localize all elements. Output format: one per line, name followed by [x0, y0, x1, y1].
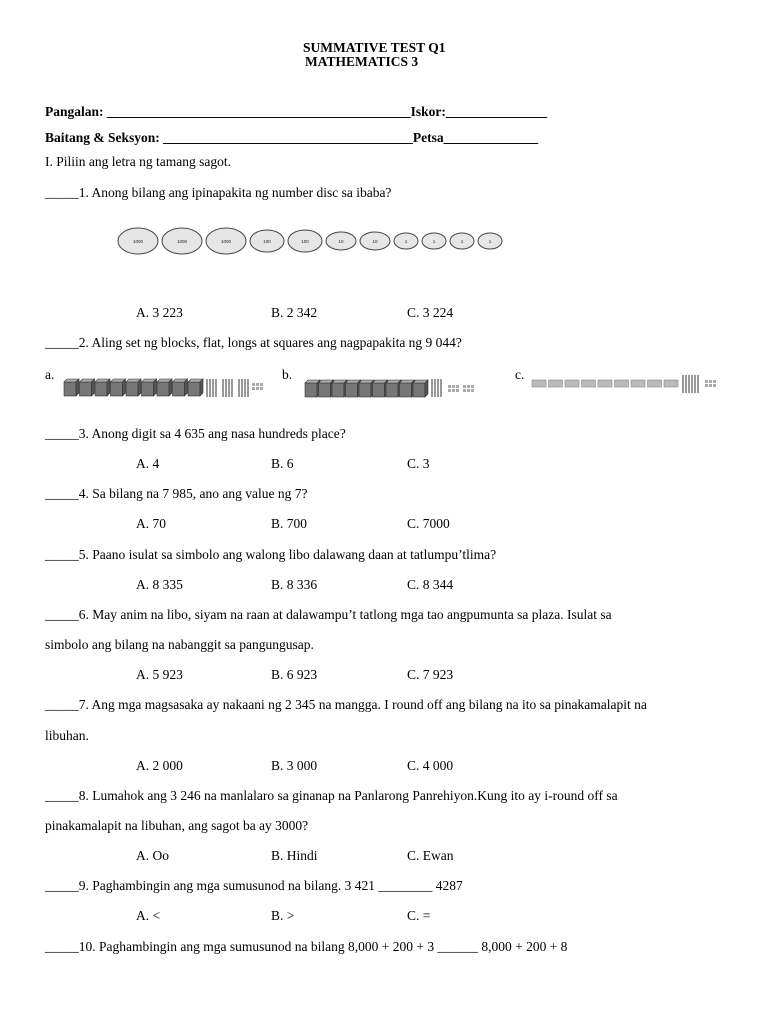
number-disc-label: 1: [432, 239, 436, 244]
one-unit-icon: [463, 385, 466, 388]
section-date-line[interactable]: Baitang & Seksyon: _____________________________________Petsa______________: [45, 130, 539, 145]
one-unit-icon: [456, 385, 459, 388]
question-7-line2: libuhan.: [45, 728, 89, 743]
blocks-option-c-image: [530, 372, 722, 398]
q3-choice-c[interactable]: C. 3: [407, 456, 430, 471]
q1-choice-a[interactable]: A. 3 223: [136, 305, 183, 320]
number-disc-label: 1: [404, 239, 408, 244]
number-disc-label: 1000: [220, 239, 232, 244]
number-disc-label: 100: [263, 239, 271, 244]
ten-long-icon: [440, 379, 442, 397]
q1-choice-b[interactable]: B. 2 342: [271, 305, 318, 320]
instructions: I. Piliin ang letra ng tamang sagot.: [45, 154, 231, 169]
thousand-block-icon: [188, 379, 203, 396]
ten-long-icon: [697, 375, 699, 393]
one-unit-icon: [252, 383, 255, 386]
ten-long-icon: [206, 379, 208, 397]
subject-title: MATHEMATICS 3: [305, 54, 419, 69]
ten-long-icon: [244, 379, 246, 397]
question-10: _____10. Paghambingin ang mga sumusunod na bilang 8,000 + 200 + 3 ______ 8,000 + 200 + 8: [45, 939, 568, 954]
thousand-block-icon: [64, 379, 79, 396]
thousand-block-icon: [413, 380, 428, 397]
thousand-block-icon: [400, 380, 415, 397]
ten-long-icon: [691, 375, 693, 393]
number-disc-label: 10: [338, 239, 344, 244]
ten-long-icon: [688, 375, 690, 393]
thousand-block-icon: [332, 380, 347, 397]
q4-choice-a[interactable]: A. 70: [136, 516, 166, 531]
q6-choice-c[interactable]: C. 7 923: [407, 667, 454, 682]
name-score-line[interactable]: Pangalan: _____________________________________________Iskor:_______________: [45, 104, 548, 119]
ten-long-icon: [247, 379, 249, 397]
one-unit-icon: [467, 389, 470, 392]
ten-long-icon: [222, 379, 224, 397]
q1-choice-c[interactable]: C. 3 224: [407, 305, 454, 320]
one-unit-icon: [467, 385, 470, 388]
thousand-block-icon: [95, 379, 110, 396]
one-unit-icon: [260, 387, 263, 390]
q6-choice-a[interactable]: A. 5 923: [136, 667, 183, 682]
q3-choice-b[interactable]: B. 6: [271, 456, 294, 471]
question-9: _____9. Paghambingin ang mga sumusunod na bilang. 3 421 ________ 4287: [45, 878, 463, 893]
one-unit-icon: [713, 384, 716, 387]
ten-long-icon: [241, 379, 243, 397]
one-unit-icon: [452, 385, 455, 388]
question-4: _____4. Sa bilang na 7 985, ano ang value ng 7?: [45, 486, 308, 501]
question-6: _____6. May anim na libo, siyam na raan at dalawampu’t tatlong mga tao angpumunta sa plaza. Isulat sa: [45, 607, 612, 622]
thousand-block-icon: [80, 379, 95, 396]
number-disc-label: 10: [372, 239, 378, 244]
hundred-flat-icon: [631, 380, 645, 387]
ten-long-icon: [682, 375, 684, 393]
one-unit-icon: [456, 389, 459, 392]
q2-option-c-label[interactable]: c.: [515, 367, 525, 382]
q9-choice-a[interactable]: A. <: [136, 908, 161, 923]
hundred-flat-icon: [532, 380, 546, 387]
number-disc-figure: [110, 222, 510, 262]
q8-choice-c[interactable]: C. Ewan: [407, 848, 454, 863]
thousand-block-icon: [126, 379, 141, 396]
one-unit-icon: [705, 384, 708, 387]
ten-long-icon: [231, 379, 233, 397]
ten-long-icon: [228, 379, 230, 397]
thousand-block-icon: [173, 379, 188, 396]
q4-choice-b[interactable]: B. 700: [271, 516, 308, 531]
question-3: _____3. Anong digit sa 4 635 ang nasa hundreds place?: [45, 426, 346, 441]
hundred-flat-icon: [648, 380, 662, 387]
thousand-block-icon: [111, 379, 126, 396]
thousand-block-icon: [142, 379, 157, 396]
question-1: _____1. Anong bilang ang ipinapakita ng number disc sa ibaba?: [45, 185, 392, 200]
question-7: _____7. Ang mga magsasaka ay nakaani ng 2 345 na mangga. I round off ang bilang na ito sa pinakamalapit na: [45, 697, 647, 712]
hundred-flat-icon: [615, 380, 629, 387]
question-5: _____5. Paano isulat sa simbolo ang walong libo dalawang daan at tatlumpu’tlima?: [45, 547, 497, 562]
one-unit-icon: [260, 383, 263, 386]
hundred-flat-icon: [565, 380, 579, 387]
thousand-block-icon: [373, 380, 388, 397]
ten-long-icon: [238, 379, 240, 397]
ten-long-icon: [215, 379, 217, 397]
ten-long-icon: [209, 379, 211, 397]
q5-choice-b[interactable]: B. 8 336: [271, 577, 318, 592]
one-unit-icon: [252, 387, 255, 390]
q8-choice-a[interactable]: A. Oo: [136, 848, 169, 863]
test-title: SUMMATIVE TEST Q1: [303, 40, 446, 55]
q7-choice-b[interactable]: B. 3 000: [271, 758, 318, 773]
q6-choice-b[interactable]: B. 6 923: [271, 667, 318, 682]
one-unit-icon: [452, 389, 455, 392]
q2-option-a-label[interactable]: a.: [45, 367, 55, 382]
question-8-line2: pinakamalapit na libuhan, ang sagot ba ay 3000?: [45, 818, 309, 833]
q4-choice-c[interactable]: C. 7000: [407, 516, 450, 531]
ten-long-icon: [225, 379, 227, 397]
ten-long-icon: [437, 379, 439, 397]
one-unit-icon: [471, 385, 474, 388]
thousand-block-icon: [157, 379, 172, 396]
q2-option-b-label[interactable]: b.: [282, 367, 293, 382]
q3-choice-a[interactable]: A. 4: [136, 456, 160, 471]
number-disc-label: 1: [460, 239, 464, 244]
q5-choice-c[interactable]: C. 8 344: [407, 577, 454, 592]
blocks-option-b-image: [303, 375, 483, 401]
hundred-flat-icon: [549, 380, 563, 387]
q9-choice-c[interactable]: C. =: [407, 908, 431, 923]
thousand-block-icon: [346, 380, 361, 397]
q8-choice-b[interactable]: B. Hindi: [271, 848, 318, 863]
number-discs: [118, 228, 502, 254]
ten-long-icon: [431, 379, 433, 397]
thousand-block-icon: [319, 380, 334, 397]
q5-choice-a[interactable]: A. 8 335: [136, 577, 183, 592]
one-unit-icon: [448, 385, 451, 388]
question-8: _____8. Lumahok ang 3 246 na manlalaro sa ginanap na Panlarong Panrehiyon.Kung ito ay i-round off sa: [45, 788, 618, 803]
number-disc-label: 1000: [176, 239, 188, 244]
thousand-block-icon: [359, 380, 374, 397]
one-unit-icon: [256, 383, 259, 386]
q9-choice-b[interactable]: B. >: [271, 908, 295, 923]
number-disc-label: 100: [301, 239, 309, 244]
ten-long-icon: [685, 375, 687, 393]
number-disc-label: 1000: [132, 239, 144, 244]
number-disc-label: 1: [488, 239, 492, 244]
thousand-block-icon: [386, 380, 401, 397]
ten-long-icon: [694, 375, 696, 393]
one-unit-icon: [709, 384, 712, 387]
thousand-block-icon: [305, 380, 320, 397]
ten-long-icon: [434, 379, 436, 397]
hundred-flat-icon: [582, 380, 596, 387]
one-unit-icon: [709, 380, 712, 383]
one-unit-icon: [448, 389, 451, 392]
one-unit-icon: [463, 389, 466, 392]
one-unit-icon: [256, 387, 259, 390]
one-unit-icon: [705, 380, 708, 383]
q7-choice-a[interactable]: A. 2 000: [136, 758, 183, 773]
question-2: _____2. Aling set ng blocks, flat, longs at squares ang nagpapakita ng 9 044?: [45, 335, 462, 350]
blocks-option-a-image: [62, 375, 272, 401]
hundred-flat-icon: [664, 380, 678, 387]
one-unit-icon: [713, 380, 716, 383]
ten-long-icon: [212, 379, 214, 397]
hundred-flat-icon: [598, 380, 612, 387]
one-unit-icon: [471, 389, 474, 392]
question-6-line2: simbolo ang bilang na nabanggit sa pangungusap.: [45, 637, 314, 652]
q7-choice-c[interactable]: C. 4 000: [407, 758, 454, 773]
